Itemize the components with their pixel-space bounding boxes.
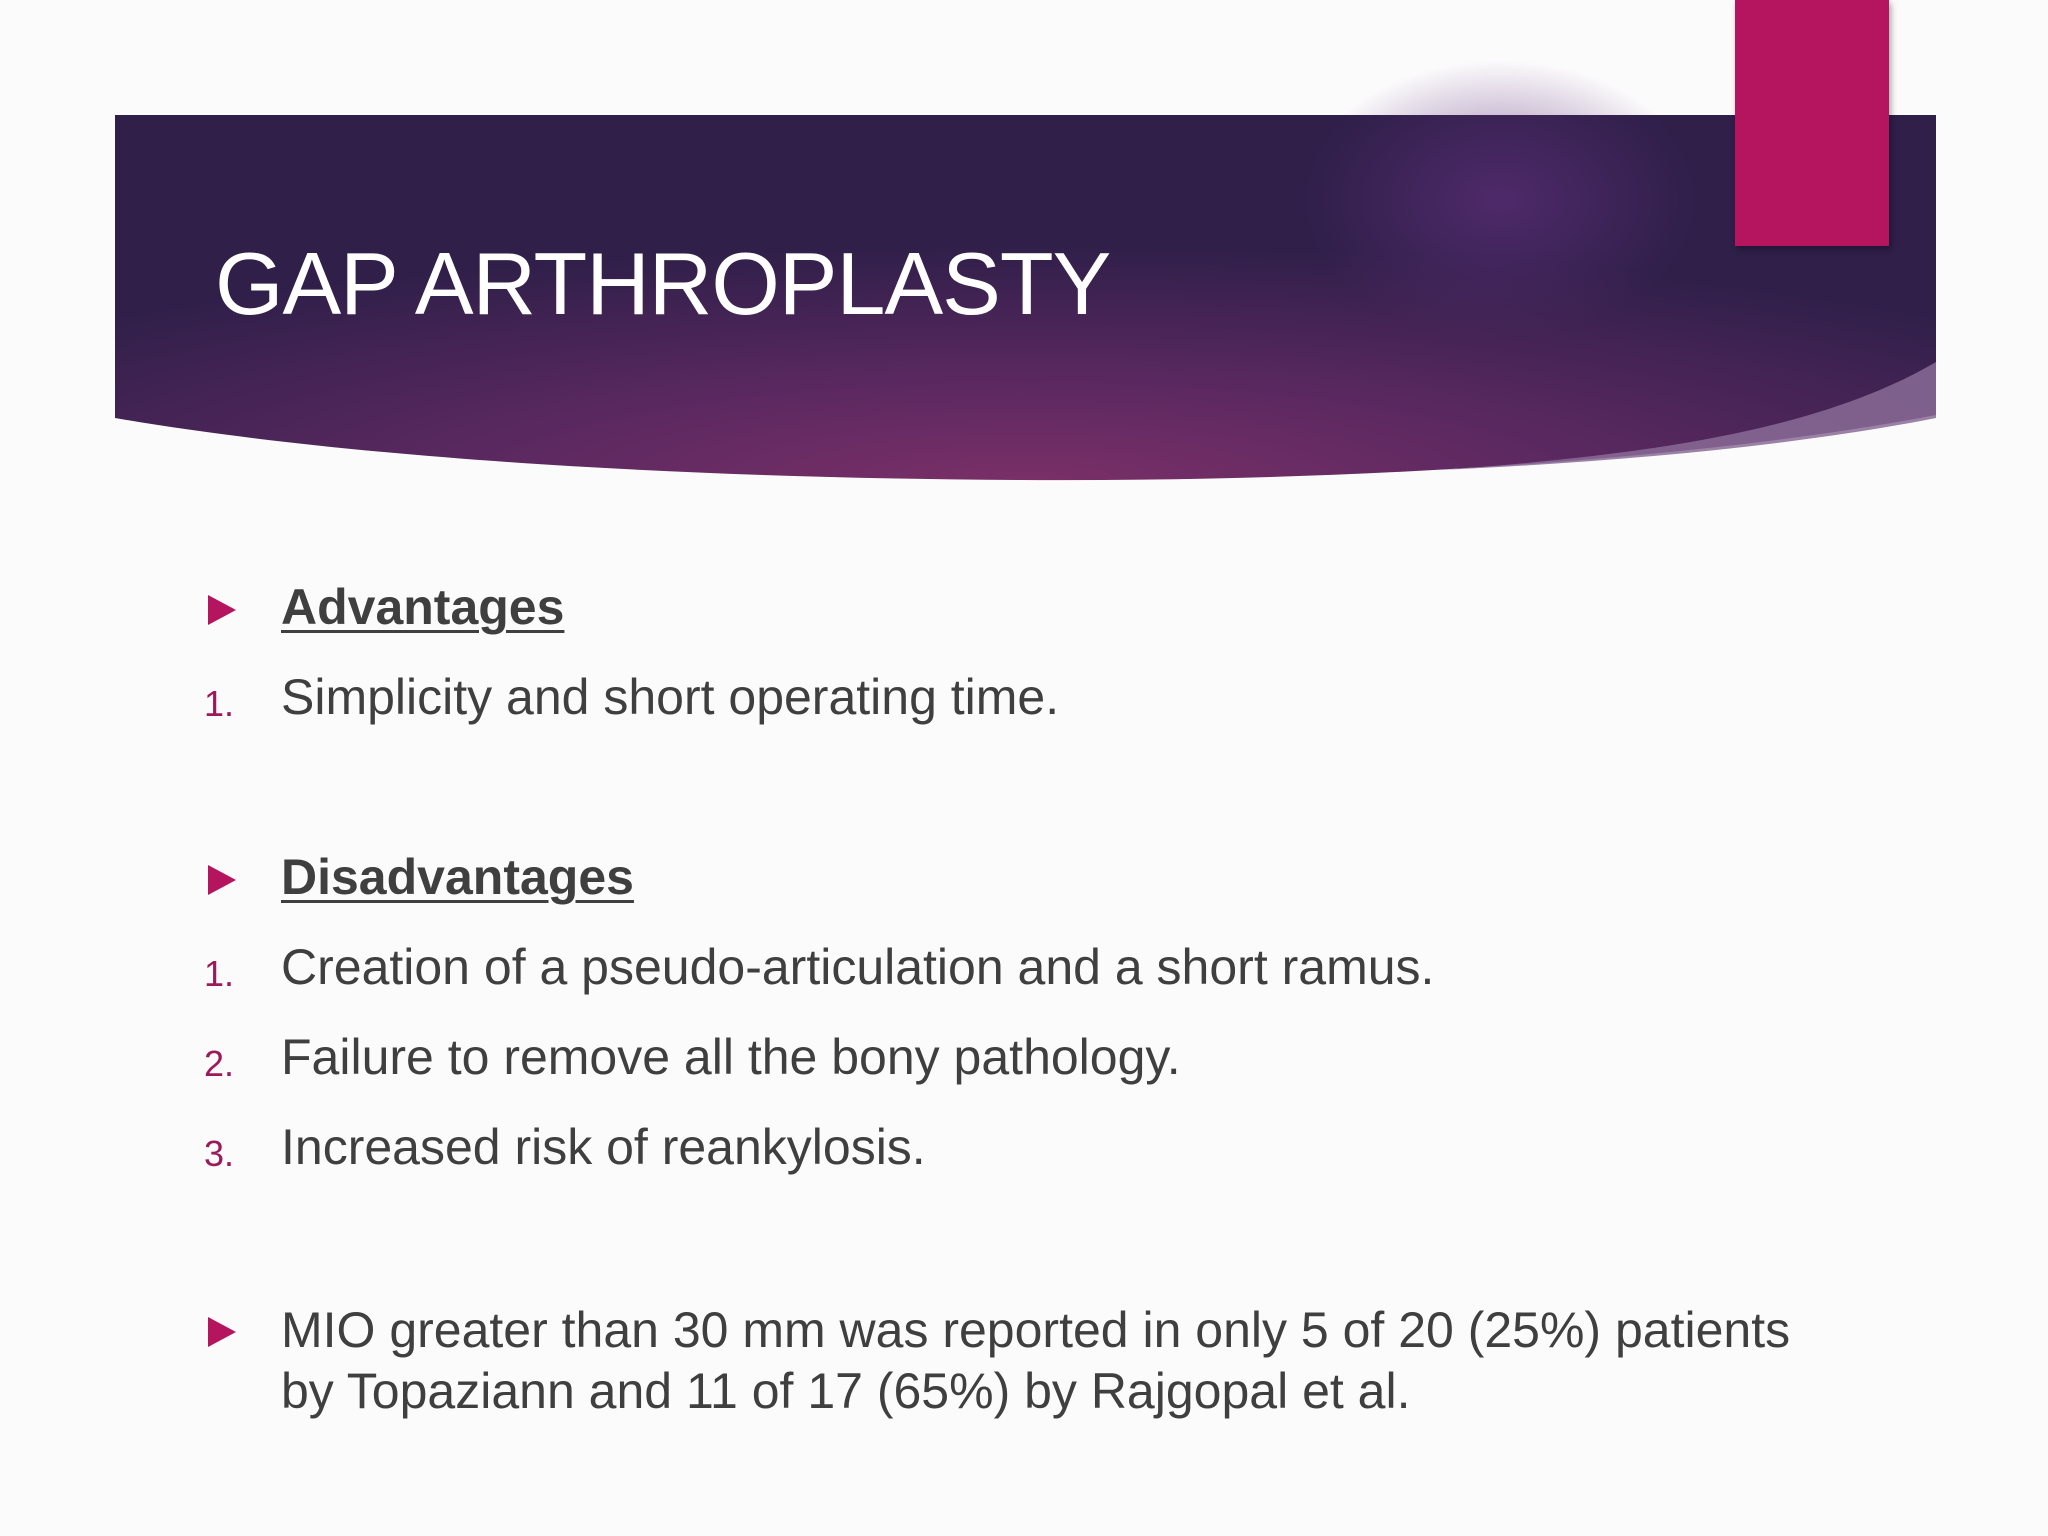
advantages-heading: Advantages — [281, 579, 565, 635]
slide-title: GAP ARTHROPLASTY — [215, 234, 1111, 333]
mio-note-line-2: by Topaziann and 11 of 17 (65%) by Rajgopal et al. — [281, 1363, 1411, 1419]
list-item — [0, 1113, 2048, 1183]
list-item — [0, 663, 2048, 733]
list-item-text: Creation of a pseudo-articulation and a short ramus. — [281, 939, 1435, 995]
triangle-right-icon — [208, 865, 236, 895]
mio-note-line-1: MIO greater than 30 mm was reported in only 5 of 20 (25%) patients — [281, 1302, 1791, 1358]
disadvantages-heading: Disadvantages — [281, 849, 634, 905]
list-item-text: Increased risk of reankylosis. — [281, 1119, 926, 1175]
list-item-text: Failure to remove all the bony pathology. — [281, 1029, 1181, 1085]
triangle-right-icon — [208, 595, 236, 625]
advantages-section — [0, 573, 2048, 643]
list-item-text: Simplicity and short operating time. — [281, 669, 1060, 725]
list-item-number: 3. — [204, 1133, 235, 1174]
list-item-number: 1. — [204, 683, 235, 724]
disadvantages-section — [0, 843, 2048, 913]
mio-note — [0, 1300, 2048, 1440]
list-item-number: 1. — [204, 953, 235, 994]
triangle-right-icon — [208, 1317, 236, 1347]
list-item-number: 2. — [204, 1043, 235, 1084]
list-item — [0, 1023, 2048, 1093]
list-item — [0, 933, 2048, 1003]
mio-note-text — [281, 1300, 1901, 1422]
